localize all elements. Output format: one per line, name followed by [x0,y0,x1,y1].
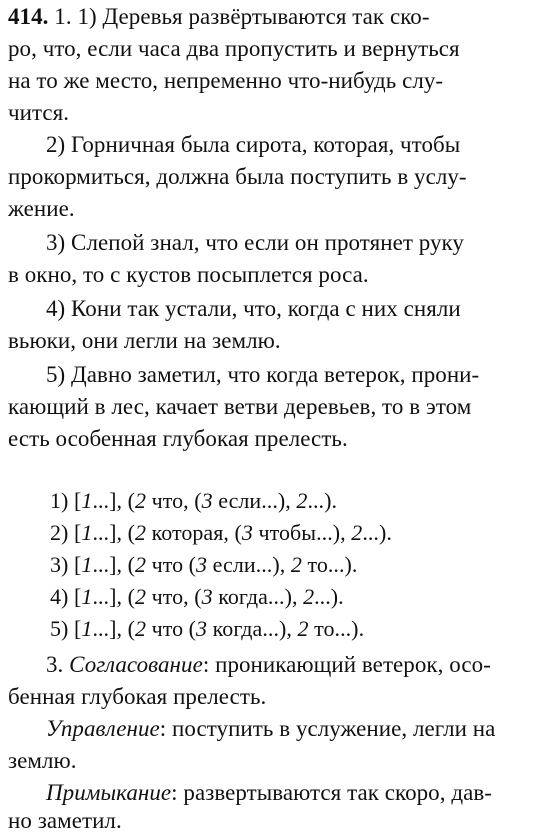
task-3-number: 3. [46,652,64,677]
government-text: : поступить в услужение, легли на [159,716,496,741]
sentence-3-line-2: в окно, то с кустов посыплется роса. [8,262,369,287]
government-line-2: землю. [8,748,77,773]
sentence-5-line-3: есть особенная глубокая прелесть. [8,426,348,451]
sentence-1-line-3: на то же место, непременно что-нибудь слу- [8,68,444,93]
schema-1: 1) [1...], (2 что, (3 если...), 2...). [50,488,338,513]
sentence-1-line-1 [8,2,430,32]
schema-2: 2) [1...], (2 которая, (3 чтобы...), 2...). [50,520,392,545]
schema-3: 3) [1...], (2 что (3 если...), 2 то...). [50,552,358,577]
sentence-4-line-1: 4) Кони так устали, что, когда с них сняли [46,296,461,321]
agreement-text: : проникающий ветерок, осо- [202,652,491,677]
task-1-number: 1. [54,4,72,29]
adjoining-line-1 [46,778,492,808]
agreement-line-1 [46,650,491,680]
schema-5: 5) [1...], (2 что (3 когда...), 2 то...). [50,616,365,641]
sentence-1-line-2: ро, что, если часа два пропустить и вернуться [8,36,460,61]
sentence-2-line-1: 2) Горничная была сирота, которая, чтобы [46,132,461,157]
sentence-5-line-1: 5) Давно заметил, что когда ветерок, прони- [46,362,480,387]
adjoining-line-2: но заметил. [8,808,122,833]
sentence-3-line-1: 3) Слепой знал, что если он протянет руку [46,230,464,255]
adjoining-label: Примыкание [46,780,172,805]
sentence-5-line-2: кающий в лес, качает ветви деревьев, то в этом [8,394,472,419]
sentence-4-line-2: вьюки, они легли на землю. [8,328,281,353]
sentence-1-text: 1) Деревья развёртываются так ско- [77,4,430,29]
government-line-1 [46,714,495,744]
government-label: Управление [46,716,160,741]
agreement-label: Согласование [69,652,203,677]
agreement-line-2: бенная глубокая прелесть. [8,684,267,709]
sentence-2-line-2: прокормиться, должна была поступить в услу- [8,164,467,189]
adjoining-text: : развертываются так скоро, дав- [171,780,492,805]
schema-4: 4) [1...], (2 что, (3 когда...), 2...). [50,584,344,609]
sentence-1-line-4: чится. [8,100,70,125]
sentence-2-line-3: жение. [8,196,75,221]
exercise-number: 414. [8,4,49,29]
